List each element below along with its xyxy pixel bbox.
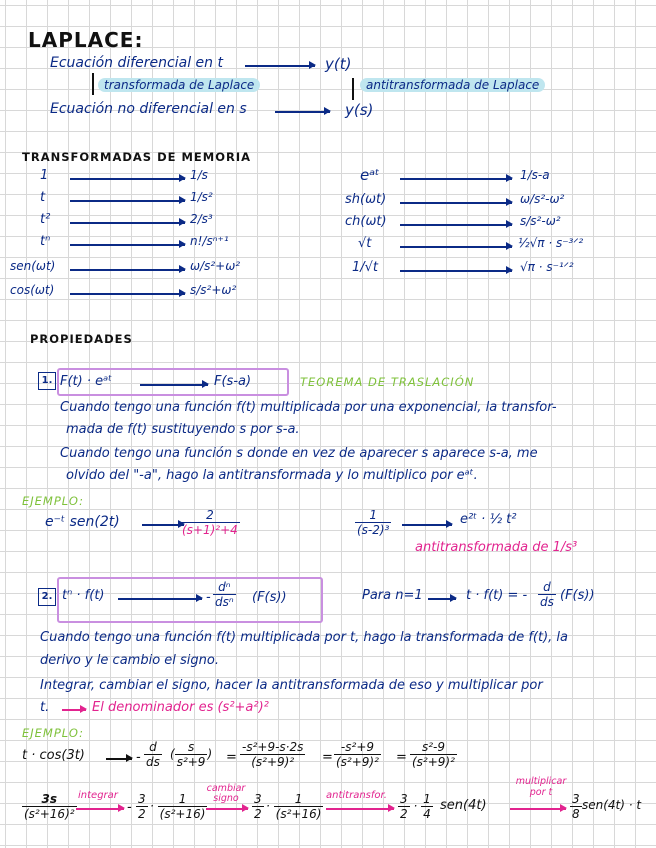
prop1-ex1-fraction: [180, 508, 240, 537]
prop2-ex-f2n: -s²+9: [334, 740, 381, 755]
arrow-icon: [510, 808, 566, 810]
c4-den: (s²+16): [275, 807, 322, 821]
down-arrow-shaft: [92, 73, 94, 95]
flow-top-left: Ecuación diferencial en t: [50, 55, 223, 71]
prop2-ex-left: t · cos(3t): [22, 748, 85, 763]
c1-num: 3: [138, 792, 146, 806]
arrow-icon: [400, 202, 512, 204]
arrow-icon: [400, 224, 512, 226]
memory-left-F: 2/s³: [190, 212, 213, 226]
arrow-icon: [106, 758, 132, 760]
c6-num: 1: [423, 792, 431, 806]
memory-left-f: 1: [40, 168, 49, 183]
prop2-ex-eq1: =: [226, 750, 237, 765]
memory-right-F: 1/s-a: [520, 168, 550, 182]
c2-den: (s²+16): [159, 807, 206, 821]
c1-den: 2: [138, 807, 146, 821]
prop2-ex-s: s: [175, 740, 208, 755]
arrow-icon: [70, 269, 185, 271]
c3-den: 2: [254, 807, 262, 821]
prop2-ex-f1n: -s²+9-s·2s: [242, 740, 304, 754]
prop1-number: 1.: [38, 372, 56, 390]
memory-left-f: cos(ωt): [10, 283, 55, 297]
memory-right-f: 1/√t: [352, 260, 379, 275]
prop2-ex-minus: -: [136, 750, 141, 765]
flow-bottom-left: Ecuación no diferencial en s: [50, 101, 247, 117]
sen4t: sen(4t): [440, 798, 487, 813]
prop1-ex2-den: (s-2)³: [357, 523, 390, 537]
prop2-example-label: EJEMPLO:: [22, 726, 84, 740]
final-num: 3: [572, 792, 580, 806]
prop1-ex1-left: e⁻ᵗ sen(2t): [45, 514, 120, 530]
prop2-derivative: [213, 580, 236, 609]
prop1-text1b: mada de f(t) sustituyendo s por s-a.: [66, 422, 300, 437]
prop2-ex-frac2: [334, 740, 381, 769]
prop2-formula-left: tⁿ · f(t): [62, 588, 105, 603]
prop1-ex2-num: 1: [355, 508, 391, 523]
memory-left-f: tⁿ: [40, 234, 51, 249]
arrow-icon: [76, 808, 124, 810]
prop2-text2a: Integrar, cambiar el signo, hacer la antitransformada de eso y multiplicar por: [40, 678, 543, 693]
prop1-ex1-den: (s+1)²+4: [182, 523, 238, 537]
prop2-ex-s2: s²+9: [176, 755, 206, 769]
prop1-text2a: Cuando tengo una función s donde en vez de aparecer s aparece s-a, me: [60, 446, 538, 461]
final-result: sen(4t) · t: [582, 798, 642, 812]
memory-heading: TRANSFORMADAS DE MEMORIA: [22, 150, 252, 164]
c3-num: 3: [254, 792, 262, 806]
arrow-icon: [62, 709, 86, 711]
flow-bottom-right: y(s): [345, 101, 374, 119]
prop1-formula-right: F(s-a): [214, 374, 252, 389]
prop2-ex-eq2: =: [322, 750, 333, 765]
prop1-ex2-note: antitransformada de 1/s³: [415, 540, 578, 555]
prop2-text2b: El denominador es (s²+a²)²: [92, 700, 269, 715]
prop2-ex-f3n: s²-9: [410, 740, 457, 755]
memory-left-f: t²: [40, 212, 51, 227]
label-antitransfor: antitransfor.: [326, 790, 387, 801]
arrow-icon: [70, 222, 185, 224]
memory-left-F: 1/s²: [190, 190, 213, 204]
prop1-ex2-fraction: [355, 508, 391, 537]
arrow-icon: [400, 178, 512, 180]
minus-sign: -: [127, 800, 132, 815]
memory-right-f: ch(ωt): [345, 214, 387, 229]
c3-fraction: [252, 792, 264, 821]
arrow-icon: [428, 598, 456, 600]
label-integrar: integrar: [78, 790, 118, 801]
prop2-text1b: derivo y le cambio el signo.: [40, 653, 219, 668]
memory-left-f: t: [40, 190, 46, 205]
memory-right-F: √π · s⁻¹ᐟ²: [520, 260, 574, 274]
memory-left-F: s/s²+ω²: [190, 283, 237, 297]
c2-num: 1: [158, 792, 208, 807]
prop1-example-label: EJEMPLO:: [22, 494, 84, 508]
prop2-dsn: dsⁿ: [215, 595, 234, 609]
prop1-name: TEOREMA DE TRASLACIÓN: [300, 375, 475, 389]
prop2-last-num: 3s: [22, 792, 77, 807]
memory-left-F: 1/s: [190, 168, 208, 182]
arrow-icon: [70, 244, 185, 246]
prop1-text2b: olvido del "-a", hago la antitransformada y lo multiplico por eᵃᵗ.: [66, 468, 478, 483]
label-multiplicar: multiplicar por t: [515, 776, 567, 798]
prop1-ex2-right: e²ᵗ · ½ t²: [460, 512, 517, 527]
props-heading: PROPIEDADES: [30, 332, 133, 346]
memory-right-F: ω/s²-ω²: [520, 192, 565, 206]
prop2-last-fraction: [22, 792, 77, 821]
arrow-icon: [206, 808, 248, 810]
c5-fraction: $\frac{3}{2}$ · $\frac{1}{4}$: [400, 792, 431, 821]
c5-num: 3: [400, 792, 408, 806]
c6-den: 4: [423, 807, 431, 821]
prop2-ex-paren-frac: ( $\frac{s}{\text{s²+9}}$ ): [170, 740, 213, 769]
final-den: 8: [572, 807, 580, 821]
prop2-number: 2.: [38, 588, 56, 606]
flow-left-label: transformada de Laplace: [98, 78, 260, 92]
c4-num: 1: [274, 792, 324, 807]
arrow-icon: [400, 270, 512, 272]
memory-right-F: ½√π · s⁻³ᐟ²: [518, 236, 584, 250]
up-arrow-shaft: [352, 78, 354, 100]
prop2-n1: Para n=1: [362, 588, 423, 603]
arrow-icon: [118, 598, 202, 600]
arrow-icon: [70, 293, 185, 295]
memory-right-f: eᵃᵗ: [360, 166, 380, 184]
memory-right-f: sh(ωt): [345, 192, 387, 207]
arrow-icon: [140, 384, 208, 386]
prop2-ex-eq3: =: [396, 750, 407, 765]
arrow-icon: [245, 65, 315, 67]
label-cambiar-signo: cambiar signo: [206, 783, 246, 804]
flow-right-label: antitransformada de Laplace: [360, 78, 545, 92]
prop2-ex-d: d: [144, 740, 162, 755]
prop2-n1-F: (F(s)): [560, 588, 595, 603]
prop2-ex-f2d: (s²+9)²: [336, 755, 379, 769]
arrow-icon: [275, 111, 330, 113]
memory-right-F: s/s²-ω²: [520, 214, 561, 228]
prop2-ex-ds: ds: [146, 755, 160, 769]
memory-left-F: n!/sⁿ⁺¹: [190, 234, 229, 248]
arrow-icon: [326, 808, 394, 810]
memory-left-F: ω/s²+ω²: [190, 259, 241, 273]
prop1-formula-left: F(t) · eᵃᵗ: [60, 374, 113, 389]
final-fraction: [570, 792, 582, 821]
prop2-formula-right: (F(s)): [252, 590, 287, 605]
arrow-icon: [402, 524, 452, 526]
prop1-text1a: Cuando tengo una función f(t) multiplicada por una exponencial, la transfor-: [60, 400, 557, 415]
prop2-dn: dⁿ: [213, 580, 236, 595]
c2-fraction: · $\frac{1}{\text{(s²+16)}}$: [150, 792, 206, 821]
prop2-text1a: Cuando tengo una función f(t) multiplicada por t, hago la transformada de f(t), la: [40, 630, 568, 645]
arrow-icon: [70, 178, 185, 180]
prop2-n1-res: t · f(t) = -: [466, 588, 528, 603]
arrow-icon: [400, 246, 512, 248]
prop2-minus: -: [206, 590, 211, 605]
prop2-text2b-t: t.: [40, 700, 50, 715]
prop2-last-den: (s²+16)²: [24, 807, 75, 821]
page-title: LAPLACE:: [28, 28, 144, 52]
memory-right-f: √t: [358, 236, 372, 251]
prop2-ex-frac1: [240, 740, 305, 769]
c4-fraction: · $\frac{1}{\text{(s²+16)}}$: [266, 792, 322, 821]
prop1-ex1-num: 2: [180, 508, 240, 523]
prop2-ex-frac3: [410, 740, 457, 769]
memory-left-f: sen(ωt): [10, 259, 56, 273]
arrow-icon: [70, 200, 185, 202]
arrow-icon: [142, 524, 184, 526]
flow-top-right: y(t): [325, 55, 352, 73]
prop2-ex-derivative: [144, 740, 162, 769]
prop2-n1-derivative: [538, 580, 556, 609]
c1-fraction: [136, 792, 148, 821]
prop2-ex-f3d: (s²+9)²: [412, 755, 455, 769]
prop2-n1-d: d: [538, 580, 556, 595]
c5-den: 2: [400, 807, 408, 821]
prop2-ex-f1d: (s²+9)²: [251, 755, 295, 769]
prop2-n1-ds: ds: [540, 595, 554, 609]
